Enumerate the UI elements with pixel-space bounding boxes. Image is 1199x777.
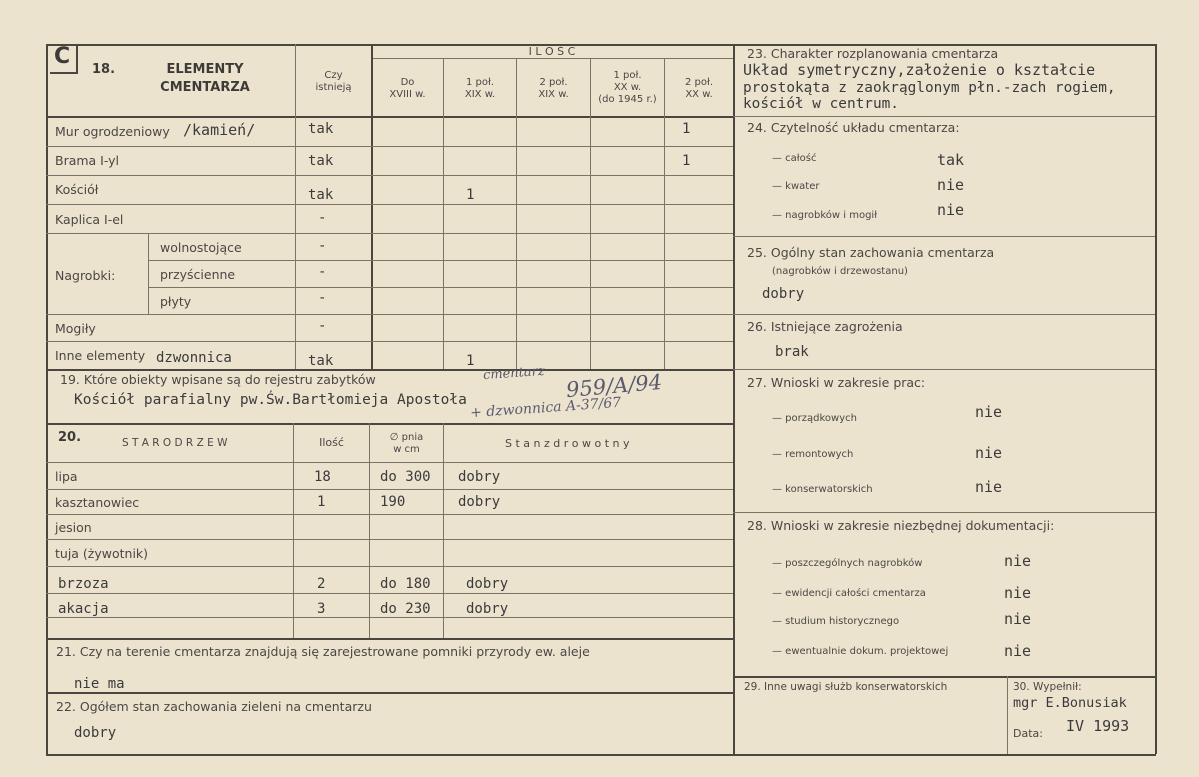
row-label-mur: Mur ogrodzeniowy — [55, 124, 170, 139]
row-line — [148, 260, 733, 261]
row-line — [46, 175, 733, 176]
row-line — [46, 617, 733, 618]
row-p5-mur: 1 — [682, 121, 691, 137]
s24-label: 24. Czytelność układu cmentarza: — [747, 120, 960, 135]
s30-label: 30. Wypełnił: — [1013, 681, 1082, 693]
period-line: XIX w. — [464, 89, 496, 100]
s25-top-line — [733, 236, 1155, 237]
s29-top-line — [733, 676, 1155, 678]
s28-top-line — [733, 512, 1155, 513]
col-line-period5 — [664, 58, 665, 369]
s21-label: 21. Czy na terenie cmentarza znajdują się zarejestrowane pomniki przyrody ew. aleje — [56, 644, 590, 659]
s28-row-label: — ewentualnie dokum. projektowej — [772, 646, 949, 657]
s26-top-line — [733, 314, 1155, 315]
period-line: XIX w. — [538, 89, 569, 100]
s23-line2: prostokąta z zaokrąglonym płn.-zach rogiem, — [743, 80, 1116, 96]
row-exists-kaplica: - — [318, 210, 327, 226]
row-line — [46, 233, 733, 234]
s21-value: nie ma — [74, 676, 125, 692]
s20-col-line — [369, 423, 370, 638]
s23-line1: Układ symetryczny,założenie o kształcie — [743, 61, 1096, 79]
s28-row-label: — studium historycznego — [772, 616, 900, 627]
s20-number: 20. — [58, 430, 82, 445]
s24-top-line — [733, 116, 1155, 117]
period-line: Do — [400, 77, 415, 88]
period-line: 1 poł. — [465, 77, 495, 88]
ilosc-header: I L O Ś C — [528, 45, 576, 58]
tree-state: dobry — [466, 601, 509, 617]
tree-count: 18 — [314, 469, 331, 485]
s22-label: 22. Ogółem stan zachowania zieleni na cmentarzu — [56, 699, 372, 714]
tree-name: jesion — [55, 520, 92, 535]
section-18-title-line2: CMENTARZA — [160, 80, 250, 95]
s27-row-label: — remontowych — [772, 449, 854, 460]
row-exists-kosciol: tak — [308, 187, 334, 203]
row-label-brama: Brama I-yl — [55, 153, 120, 168]
s19-handwritten-bottom: + dzwonnica A-37/67 — [469, 394, 622, 422]
tree-diameter: do 180 — [380, 576, 431, 592]
s27-label: 27. Wnioski w zakresie prac: — [747, 375, 926, 390]
s19-typed-value: Kościół parafialny pw.Św.Bartłomieja Apostoła — [74, 392, 467, 408]
s20-col-state: S t a n z d r o w o t n y — [505, 437, 630, 450]
row-label-plyty: płyty — [160, 294, 192, 309]
tree-count: 1 — [317, 494, 326, 510]
s27-row-value: nie — [975, 478, 1003, 496]
row-p2-kosciol: 1 — [466, 187, 475, 203]
row-label-mogily: Mogiły — [55, 321, 96, 336]
tree-count: 3 — [317, 601, 326, 617]
tree-name: tuja (żywotnik) — [55, 546, 149, 561]
s27-row-label: — konserwatorskich — [772, 484, 873, 495]
row-line — [46, 566, 733, 567]
s28-row-value: nie — [1004, 584, 1032, 602]
s19-bottom-line — [46, 423, 733, 425]
period-line: 1 poł. — [613, 70, 642, 81]
row-exists-mogily: - — [318, 318, 327, 334]
col-line-period2 — [443, 58, 444, 369]
s27-top-line — [733, 369, 1155, 370]
s28-label: 28. Wnioski w zakresie niezbędnej dokumentacji: — [747, 518, 1055, 533]
s30-name: mgr E.Bonusiak — [1013, 695, 1127, 711]
tree-state: dobry — [466, 576, 509, 592]
frame-left — [46, 44, 48, 754]
row-note-mur: /kamień/ — [183, 121, 256, 139]
row-exists-plyty: - — [318, 290, 327, 306]
row-exists-przyscienne: - — [318, 264, 327, 280]
s26-value: brak — [775, 344, 809, 360]
s23-line3: kościół w centrum. — [743, 96, 899, 112]
row-line — [46, 341, 733, 342]
period-line: XX w. — [613, 82, 642, 93]
row-line — [46, 489, 733, 490]
s29-label: 29. Inne uwagi służb konserwatorskich — [744, 681, 948, 693]
period-header-3 — [517, 77, 590, 101]
period-header-4 — [591, 70, 664, 106]
s25-value: dobry — [762, 286, 805, 302]
period-header-5 — [665, 77, 733, 101]
row-label-wolnostojace: wolnostojące — [160, 240, 242, 255]
tree-state: dobry — [458, 469, 501, 485]
row-line — [46, 514, 733, 515]
corner-letter: C — [54, 44, 71, 69]
s19-top-line — [46, 369, 733, 371]
period-line: (do 1945 r.) — [598, 94, 657, 105]
s28-row-value: nie — [1004, 642, 1032, 660]
row-label-kaplica: Kaplica I-el — [55, 212, 124, 227]
tree-diameter: 190 — [380, 494, 406, 510]
s20-col-line — [293, 423, 294, 638]
tree-name: kasztanowiec — [55, 495, 140, 510]
s24-row-label: — nagrobków i mogił — [772, 210, 878, 221]
tree-state: dobry — [458, 494, 501, 510]
s27-row-value: nie — [975, 444, 1003, 462]
s28-row-label: — ewidencji całości cmentarza — [772, 588, 926, 599]
tree-name: akacja — [58, 601, 109, 617]
section-18-title-line1: ELEMENTY — [166, 62, 244, 77]
row-label-kosciol: Kościół — [55, 182, 99, 197]
s20-col-dia1: ∅ pnia — [389, 432, 424, 443]
tree-diameter: do 300 — [380, 469, 431, 485]
s24-row-value: nie — [937, 201, 965, 219]
s28-row-value: nie — [1004, 610, 1032, 628]
header-bottom-line — [46, 116, 733, 118]
s28-row-label: — poszczególnych nagrobków — [772, 558, 923, 569]
row-exists-wolnostojace: - — [318, 238, 327, 254]
s20-col-name: S T A R O D R Z E W — [122, 437, 228, 449]
row-line — [46, 146, 733, 147]
s27-row-value: nie — [975, 403, 1003, 421]
s20-col-count: Ilość — [319, 436, 344, 449]
period-line: XX w. — [685, 89, 713, 100]
s22-value: dobry — [74, 725, 117, 741]
s27-row-label: — porządkowych — [772, 413, 857, 424]
s24-row-value: tak — [937, 151, 965, 169]
s20-col-dia2: w cm — [393, 444, 420, 455]
exists-header-line1: Czy — [324, 70, 343, 81]
s30-divider — [1007, 676, 1008, 754]
middle-divider — [733, 44, 735, 754]
ilosc-line — [371, 58, 733, 59]
frame-bottom — [46, 754, 1156, 756]
s24-row-label: — całość — [772, 153, 817, 164]
period-header-2 — [444, 77, 516, 101]
s26-label: 26. Istniejące zagrożenia — [747, 319, 903, 334]
s19-label: 19. Które obiekty wpisane są do rejestru zabytków — [60, 372, 376, 387]
row-label-przyscienne: przyścienne — [160, 267, 236, 282]
s19-handwritten-number: 959/A/94 — [565, 369, 663, 403]
row-line — [46, 204, 733, 205]
s25-label: 25. Ogólny stan zachowania cmentarza — [747, 245, 995, 260]
s19-handwritten-top: cmentarz — [482, 363, 546, 384]
row-label-inne: Inne elementy — [55, 348, 146, 363]
s20-col-line — [443, 423, 444, 638]
period-header-1 — [372, 77, 443, 101]
row-note-inne: dzwonnica — [156, 350, 232, 366]
row-exists-mur: tak — [308, 121, 334, 137]
row-label-nagrobki: Nagrobki: — [55, 268, 116, 283]
period-line: XVIII w. — [389, 89, 426, 100]
period-line: 2 poł. — [539, 77, 568, 88]
row-line — [46, 314, 733, 315]
col-line-period3 — [516, 58, 517, 369]
row-exists-inne: tak — [308, 353, 334, 369]
tree-diameter: do 230 — [380, 601, 431, 617]
s23-label: 23. Charakter rozplanowania cmentarza — [747, 46, 999, 61]
s30-date-label: Data: — [1013, 727, 1043, 740]
nagrobki-divider — [148, 233, 149, 314]
row-exists-brama: tak — [308, 153, 334, 169]
s20-header-line — [46, 462, 733, 463]
s24-row-value: nie — [937, 176, 965, 194]
row-line — [148, 287, 733, 288]
s21-top-line — [46, 638, 733, 640]
row-line — [46, 539, 733, 540]
period-line: 2 poł. — [684, 77, 714, 88]
tree-count: 2 — [317, 576, 326, 592]
tree-name: lipa — [55, 469, 78, 484]
section-18-number: 18. — [92, 62, 116, 77]
frame-right — [1155, 44, 1157, 754]
s30-date: IV 1993 — [1066, 717, 1130, 735]
s24-row-label: — kwater — [772, 181, 820, 192]
s25-sublabel: (nagrobków i drzewostanu) — [772, 266, 908, 277]
exists-header-line2: istnieją — [315, 82, 352, 93]
row-line — [46, 593, 733, 594]
s22-top-line — [46, 692, 733, 694]
row-p2-inne: 1 — [466, 353, 475, 369]
row-p5-brama: 1 — [682, 153, 691, 169]
s28-row-value: nie — [1004, 552, 1032, 570]
tree-name: brzoza — [58, 576, 109, 592]
